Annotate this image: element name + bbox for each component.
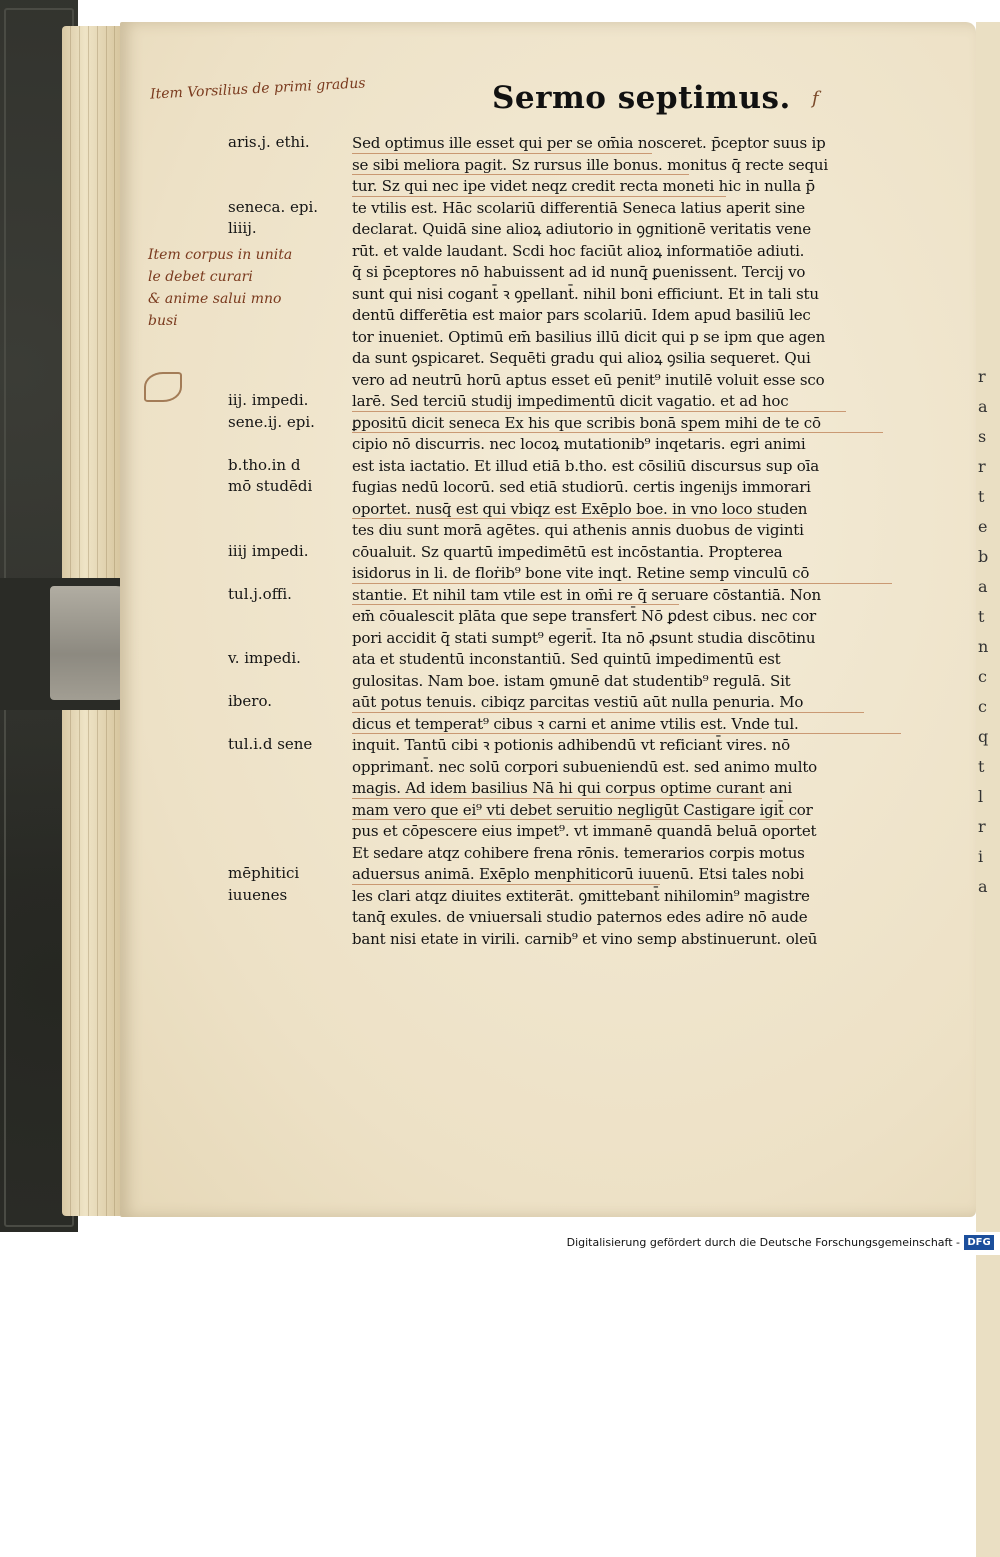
text-line: pus et cōpescere eius impet⁹. vt immanē quandā beluā oportet [352, 822, 817, 840]
margin-gloss-line: mēphitici [228, 864, 300, 882]
handwritten-line: Item corpus in unita [148, 247, 293, 263]
facing-page-letter: r [978, 817, 986, 836]
margin-gloss-line: b.tho.in d [228, 455, 301, 474]
footer-credit: Digitalisierung gefördert durch die Deutsche Forschungsgemeinschaft - [566, 1236, 960, 1249]
text-line: dicus et temperat⁹ cibus ꝛ carni et anime vtilis est. Vnde tul. [352, 714, 799, 733]
text-line: stantie. Et nihil tam vtile est in om̄i re q̄ seruare cōstantiā. Non [352, 585, 821, 604]
text-line: cipio nō discurris. nec locoꝝ mutationib⁹ inqetaris. egri animi [352, 435, 806, 453]
margin-gloss [228, 455, 352, 498]
margin-gloss [228, 648, 352, 670]
page-title: Sermo septimus. [492, 80, 791, 116]
facing-page-letter: t [978, 487, 985, 506]
facing-page-letter: e [978, 517, 988, 536]
text-line: inquit. Tantū cibi ꝛ potionis adhibendū vt reficiant̄ vires. nō [352, 736, 790, 754]
text-line: tur. Sz qui nec ipe videt neqz credit recta moneti hic in nulla p̄ [352, 177, 815, 195]
text-line: vero ad neutrū horū aptus esset eū penit⁹ inutilē voluit esse sco [352, 370, 825, 389]
margin-gloss [228, 390, 352, 433]
margin-gloss-line: liiij. [228, 219, 257, 237]
text-line: tes diu sunt morā agētes. qui athenis annis duobus de viginti [352, 521, 804, 539]
margin-gloss [228, 584, 352, 606]
margin-gloss [228, 132, 352, 154]
text-line: declarat. Quidā sine alioꝝ adiutorio in ꝯgnitionē veritatis vene [352, 220, 811, 238]
rubrication-line [352, 583, 892, 584]
text-line: aduersus animā. Exēplo menphiticorū iuuenū. Etsi tales nobi [352, 865, 804, 883]
facing-page-letter: c [978, 667, 987, 686]
facing-page-letter: b [978, 547, 989, 566]
text-line: sunt qui nisi cogant̄ ꝛ ꝯpellant̄. nihil boni efficiunt. Et in tali stu [352, 284, 819, 303]
margin-gloss-line: iuuenes [228, 885, 288, 904]
margin-gloss-line: iiij impedi. [228, 541, 309, 560]
text-line: ata et studentū inconstantiū. Sed quintū impedimentū est [352, 650, 781, 668]
margin-gloss [228, 863, 352, 906]
rubrication-line [352, 819, 799, 820]
facing-page-edge [976, 22, 1000, 1557]
rubrication-line [352, 196, 726, 197]
margin-gloss [228, 734, 352, 756]
text-line: isidorus in li. de floṙib⁹ bone vite inqt. Retine semp vinculū cō [352, 564, 810, 582]
rubrication-line [352, 733, 901, 734]
text-line: ꝑpositū dicit seneca Ex his que scribis bonā spem mihi de te cō [352, 413, 821, 432]
facing-page-letter: c [978, 697, 987, 716]
corner-mark: f [812, 88, 819, 109]
facing-page-letter: t [978, 757, 985, 776]
facing-page-letter: l [978, 787, 984, 806]
text-line: oportet. nusq̄ est qui vbiqz est Exēplo boe. in vno loco studen [352, 499, 808, 518]
facing-page-letter: a [978, 877, 988, 896]
rubrication-line [352, 153, 652, 154]
text-line: larē. Sed terciū studij impedimentū dicit vagatio. et ad hoc [352, 392, 789, 410]
rubrication-line [352, 798, 762, 799]
text-line: bant nisi etate in virili. carnib⁹ et vino semp abstinuerunt. oleū [352, 929, 818, 948]
margin-gloss-line: ibero. [228, 692, 272, 710]
text-line: em̄ cōualescit plāta que sepe transfert̄ Nō ꝑdest cibus. nec cor [352, 607, 816, 625]
text-line: tor inueniet. Optimū em̄ basilius illū dicit qui p se ipm que agen [352, 327, 826, 346]
margin-gloss-line: seneca. epi. [228, 197, 319, 216]
margin-gloss-line: tul.j.offi. [228, 584, 292, 603]
text-line: tanq̄ exules. de vniuersali studio paternos edes adire nō aude [352, 908, 808, 926]
handwritten-top-note: Item Vorsilius de primi gradus [149, 75, 366, 103]
facing-page-letter: a [978, 397, 988, 416]
margin-glosses [228, 128, 352, 928]
rubrication-line [352, 432, 883, 433]
rubrication-line [352, 174, 689, 175]
facing-page-letter: s [978, 427, 987, 446]
rubrication-line [352, 518, 781, 519]
handwritten-mark-icon [144, 372, 182, 402]
text-line: dentū differētia est maior pars scolariū. Idem apud basiliū lec [352, 306, 811, 324]
text-line: q̄ si p̄ceptores nō habuissent ad id nunq̄ ꝑuenissent. Tercij vo [352, 263, 806, 281]
text-line: pori accidit q̄ stati sumpt⁹ egerit̄. Ita nō ꝓsunt studia discōtinu [352, 628, 816, 647]
facing-page-letter: r [978, 457, 986, 476]
text-line: magis. Ad idem basilius Nā hi qui corpus optime curant ani [352, 779, 793, 797]
rubrication-line [352, 884, 660, 885]
text-line: rūt. et valde laudant. Scdi hoc faciūt alioꝝ informatiōe adiuti. [352, 241, 805, 260]
text-line: aūt potus tenuis. cibiqz parcitas vestiū aūt nulla penuria. Mo [352, 693, 804, 711]
text-line: opprimant̄. nec solū corpori subueniendū est. sed animo multo [352, 757, 817, 776]
margin-gloss-line: sene.ij. epi. [228, 412, 315, 431]
text-line: est ista iactatio. Et illud etiā b.tho. est cōsiliū discursus sup oīa [352, 456, 819, 475]
text-line: Sed optimus ille esset qui per se om̄ia nosceret. p̄ceptor suus ip [352, 134, 826, 152]
facing-page-letter: q [978, 727, 989, 746]
text-line: gulositas. Nam boe. istam ꝯmunē dat studentib⁹ regulā. Sit [352, 671, 791, 690]
margin-gloss [228, 197, 352, 240]
text-line: cōualuit. Sz quartū impedimētū est incōstantia. Propterea [352, 542, 783, 561]
margin-gloss-line: mō studēdi [228, 477, 313, 495]
facing-page-letter: n [978, 637, 989, 656]
margin-gloss [228, 541, 352, 563]
text-line: Et sedare atqz cohibere frena rōnis. temerarios corpis motus [352, 843, 805, 862]
text-line: te vtilis est. Hāc scolariū differentiā Seneca latius aperit sine [352, 198, 805, 217]
margin-gloss [228, 691, 352, 713]
text-line: se sibi meliora pagit. Sz rursus ille bonus. monitus q̄ recte sequi [352, 155, 828, 174]
facing-page-letter: r [978, 367, 986, 386]
text-line: mam vero que ei⁹ vti debet seruitio negligūt Castigare igit̄ cor [352, 800, 813, 819]
text-line: les clari atqz diuites extiterāt. ꝯmittebant̄ nihilomin⁹ magistre [352, 886, 810, 905]
margin-gloss-line: aris.j. ethi. [228, 133, 310, 151]
margin-gloss-line: iij. impedi. [228, 391, 309, 409]
rubrication-line [352, 604, 679, 605]
facing-page-letter: t [978, 607, 985, 626]
dfg-logo: DFG [964, 1235, 994, 1250]
facing-page-letter: a [978, 577, 988, 596]
handwritten-line: & anime salui mno [148, 291, 282, 307]
margin-gloss-line: v. impedi. [228, 649, 301, 667]
rubrication-line [352, 411, 846, 412]
handwritten-line: le debet curari [148, 269, 253, 285]
text-line: fugias nedū locorū. sed etiā studiorū. certis ingenijs immorari [352, 478, 811, 496]
facing-page-letter: i [978, 847, 984, 866]
rubrication-line [352, 712, 864, 713]
text-body [352, 128, 912, 968]
book-clasp [0, 578, 140, 710]
handwritten-line: busi [148, 313, 178, 329]
text-line: da sunt ꝯspicaret. Sequēti gradu qui alioꝝ ꝯsilia sequeret. Qui [352, 349, 811, 367]
margin-gloss-line: tul.i.d sene [228, 735, 313, 753]
footer-bar [0, 1232, 1000, 1255]
